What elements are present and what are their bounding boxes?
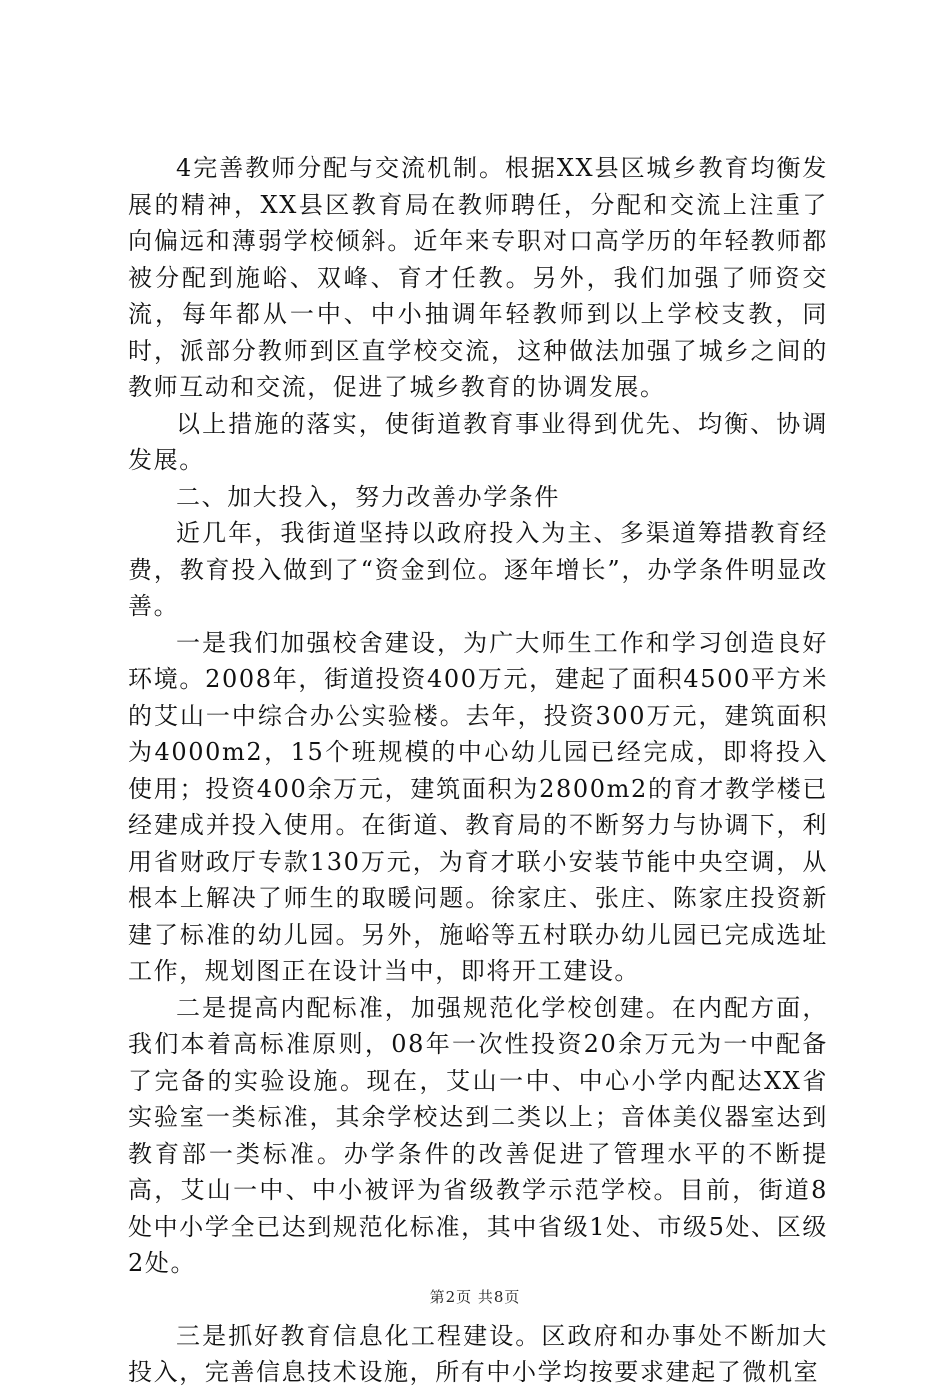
paragraph-measures-summary: 以上措施的落实，使街道教育事业得到优先、均衡、协调发展。	[128, 409, 828, 474]
document-body	[128, 150, 828, 1391]
paragraph-teacher-allocation: 4完善教师分配与交流机制。根据XX县区城乡教育均衡发展的精神，XX县区教育局在教师聘任，分配和交流上注重了向偏远和薄弱学校倾斜。近年来专职对口高学历的年轻教师都被分配到施峪、双峰、育才任教。另外，我们加强了师资交流，每年都从一中、中小抽调年轻教师到以上学校支教，同时，派部分教师到区直学校交流，这种做法加强了城乡之间的教师互动和交流，促进了城乡教育的协调发展。	[128, 154, 828, 401]
paragraph-informatization: 三是抓好教育信息化工程建设。区政府和办事处不断加大投入，完善信息技术设施，所有中小学均按要求建起了微机室	[128, 1321, 828, 1386]
section-heading-investment: 二、加大投入，努力改善办学条件	[176, 482, 560, 511]
paragraph-internal-standards: 二是提高内配标准，加强规范化学校创建。在内配方面，我们本着高标准原则，08年一次性投资20余万元为一中配备了完备的实验设施。现在，艾山一中、中心小学内配达XX省实验室一类标准，其余学校达到二类以上；音体美仪器室达到教育部一类标准。办学条件的改善促进了管理水平的不断提高，艾山一中、中小被评为省级教学示范学校。目前，街道8处中小学全已达到规范化标准，其中省级1处、市级5处、区级2处。	[128, 993, 828, 1277]
paragraph-school-buildings: 一是我们加强校舍建设，为广大师生工作和学习创造良好环境。2008年，街道投资400万元，建起了面积4500平方米的艾山一中综合办公实验楼。去年，投资300万元，建筑面积为4000m2，15个班规模的中心幼儿园已经完成，即将投入使用；投资400余万元，建筑面积为2800m2的育才教学楼已经建成并投入使用。在街道、教育局的不断努力与协调下，利用省财政厅专款130万元，为育才联小安装节能中央空调，从根本上解决了师生的取暖问题。徐家庄、张庄、陈家庄投资新建了标准的幼儿园。另外，施峪等五村联办幼儿园已完成选址工作，规划图正在设计当中，即将开工建设。	[128, 628, 828, 985]
paragraph-investment-intro: 近几年，我街道坚持以政府投入为主、多渠道筹措教育经费，教育投入做到了“资金到位。逐年增长”，办学条件明显改善。	[128, 519, 828, 620]
page-number-footer: 第2页 共8页	[429, 1288, 521, 1306]
